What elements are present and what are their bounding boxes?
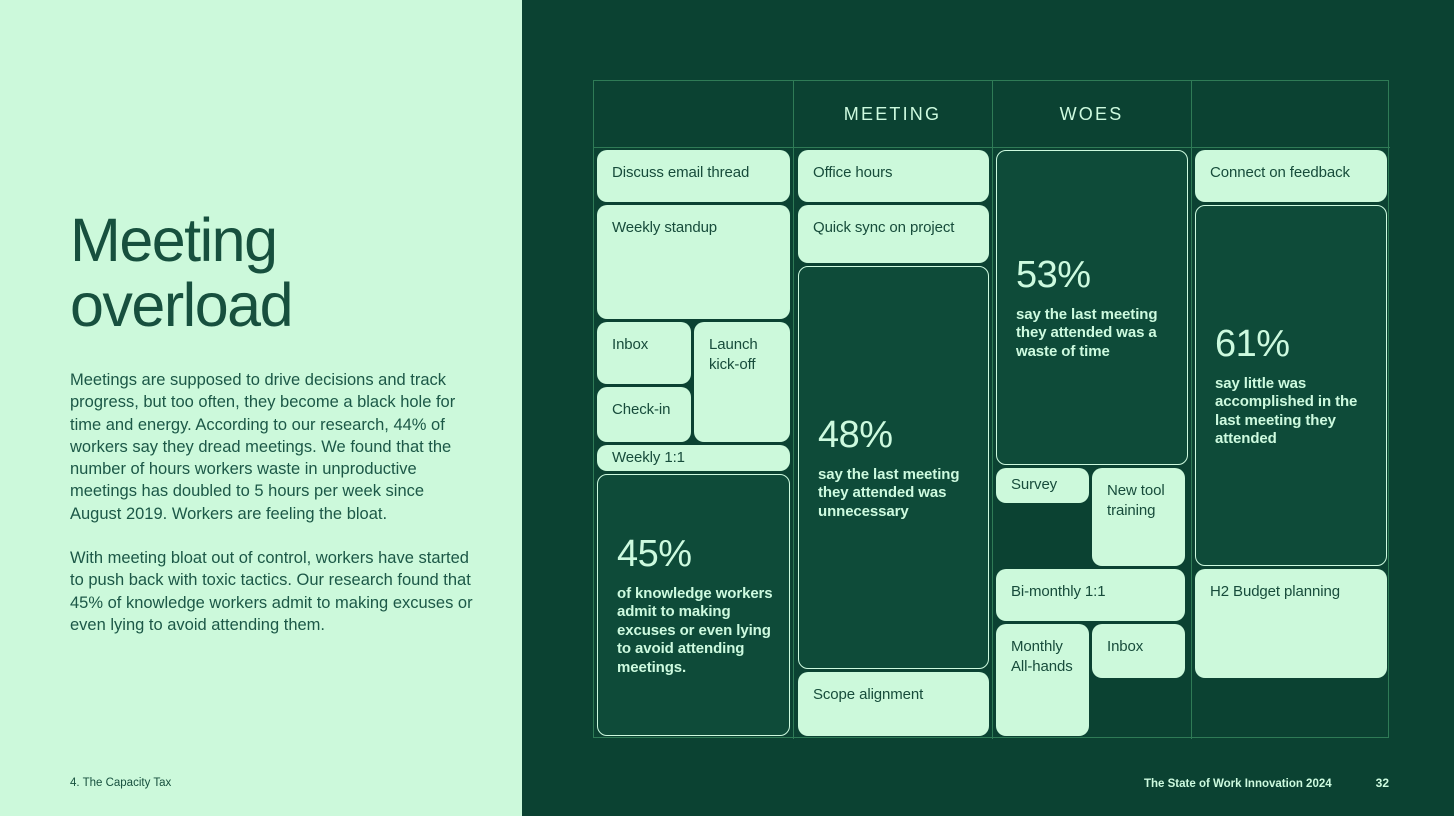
card-bi-monthly-1-1: Bi-monthly 1:1 (996, 569, 1185, 621)
stat-card-48 (798, 266, 989, 669)
stat-caption-61: say little was accomplished in the last meeting they attended (1215, 374, 1358, 447)
card-h2-budget-planning: H2 Budget planning (1195, 569, 1387, 678)
stat-value-45: 45% (617, 532, 692, 575)
stat-value-48: 48% (818, 413, 893, 456)
card-new-tool-training: New tool training (1092, 468, 1185, 566)
card-discuss-email-thread: Discuss email thread (597, 150, 790, 202)
stat-card-45 (597, 474, 790, 736)
card-scope-alignment: Scope alignment (798, 672, 989, 736)
header-meeting: MEETING (843, 103, 942, 124)
stat-value-61: 61% (1215, 322, 1290, 365)
card-quick-sync-on-project: Quick sync on project (798, 205, 989, 263)
footer-right (0, 776, 1389, 790)
intro-copy (70, 369, 474, 636)
header-woes: WOES (1059, 103, 1124, 124)
grid-divider (1191, 81, 1192, 739)
card-weekly-1-1: Weekly 1:1 (597, 445, 790, 471)
stat-caption-48: say the last meeting they attended was unnecessary (818, 465, 960, 520)
grid-header-divider (594, 147, 1390, 148)
card-connect-on-feedback: Connect on feedback (1195, 150, 1387, 202)
card-check-in: Check-in (597, 387, 691, 442)
intro-paragraph-2: With meeting bloat out of control, workers have started to push back with toxic tactics. Our research found that 45% of knowledge workers admit to making excuses or even lying to avoid attending them. (70, 549, 473, 634)
card-inbox: Inbox (597, 322, 691, 384)
intro-paragraph-1: Meetings are supposed to drive decisions and track progress, but too often, they become a black hole for time and energy. According to our research, 44% of workers say they dread meetings. We found that the number of hours workers waste in unproductive meetings has doubled to 5 hours per week since August 2019. Workers are feeling the bloat. (70, 371, 456, 523)
page-number: 32 (1375, 776, 1389, 790)
stat-card-61 (1195, 205, 1387, 566)
stat-value-53: 53% (1016, 253, 1091, 296)
grid-divider (992, 81, 993, 739)
card-launch-kick-off: Launch kick-off (694, 322, 790, 442)
card-weekly-standup: Weekly standup (597, 205, 790, 319)
page-title: Meeting overload (70, 206, 292, 339)
meeting-woes-calendar (593, 80, 1389, 738)
card-office-hours: Office hours (798, 150, 989, 202)
stat-card-53 (996, 150, 1188, 465)
card-inbox-2: Inbox (1092, 624, 1185, 678)
card-survey: Survey (996, 468, 1089, 503)
grid-divider (793, 81, 794, 739)
report-title: The State of Work Innovation 2024 (1143, 778, 1332, 790)
card-monthly-all-hands: Monthly All-hands (996, 624, 1089, 736)
chapter-footer: 4. The Capacity Tax (70, 777, 172, 789)
stat-caption-45: of knowledge workers admit to making excuses or even lying to avoid attending meetings. (617, 584, 773, 676)
stat-caption-53: say the last meeting they attended was a waste of time (1016, 305, 1158, 360)
left-panel (0, 0, 522, 816)
